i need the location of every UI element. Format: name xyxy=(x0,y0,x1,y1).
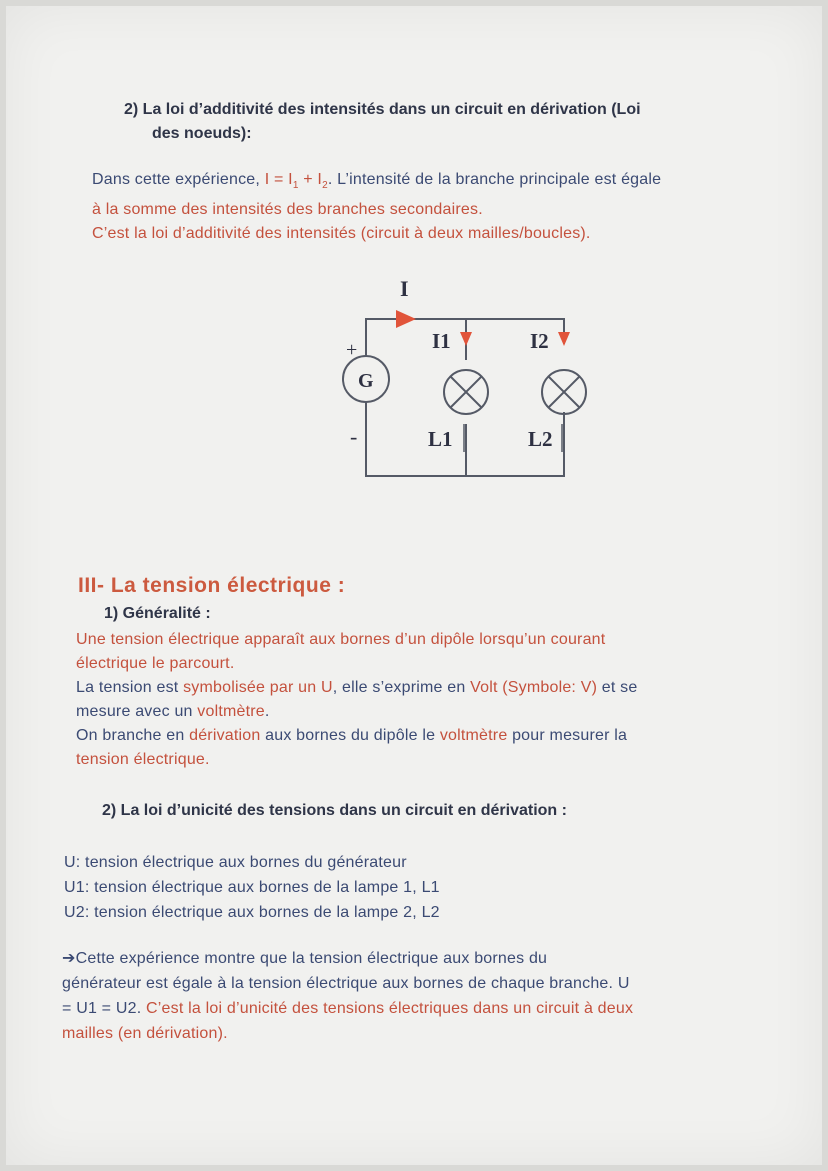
lamp-1-cross xyxy=(450,376,482,408)
paragraph-loi-noeuds xyxy=(92,168,812,246)
p1-line-1 xyxy=(92,168,812,198)
concl-line-3b: C’est la loi d’unicité des tensions électriques dans un circuit à deux xyxy=(146,1000,634,1017)
label-I: I xyxy=(400,276,409,301)
branch-c: aux bornes du dipôle le xyxy=(260,727,440,744)
sym-a: La tension est xyxy=(76,679,184,696)
arrow-I-icon xyxy=(396,310,416,328)
label-L1: L1 xyxy=(428,427,453,451)
section-title-loi-noeuds xyxy=(124,98,641,146)
concl-line-4: mailles (en dérivation). xyxy=(62,1025,228,1042)
section-heading-tension: III- La tension électrique : xyxy=(78,574,346,597)
concl-line-3 xyxy=(62,996,824,1021)
formula-sub-1: 1 xyxy=(292,180,299,192)
sym-line2-b: voltmètre xyxy=(197,703,265,720)
paragraph-generalite xyxy=(76,628,816,772)
sym-line2-c: . xyxy=(264,703,270,720)
sym-b: symbolisée par un U xyxy=(183,679,333,696)
label-plus: + xyxy=(346,339,358,361)
title-line-2: des noeuds): xyxy=(152,125,252,142)
branch-line-1 xyxy=(76,724,816,748)
branch-d: voltmètre xyxy=(439,727,508,744)
formula-sub-2: 2 xyxy=(322,180,328,192)
concl-line-1: ➔Cette expérience montre que la tension électrique aux bornes du xyxy=(62,950,548,967)
subheading-generalite: 1) Généralité : xyxy=(104,605,211,622)
definitions-list xyxy=(64,850,804,925)
branch-b: dérivation xyxy=(189,727,261,744)
branch-line-2: tension électrique. xyxy=(76,751,210,768)
label-I1: I1 xyxy=(432,329,451,353)
p1-prefix: Dans cette expérience, xyxy=(92,171,265,188)
def-line-1: Une tension électrique apparaît aux bornes d’un dipôle lorsqu’un courant xyxy=(76,631,606,648)
circuit-diagram xyxy=(326,274,606,484)
arrow-I1-icon xyxy=(460,332,472,346)
arrow-I2-icon xyxy=(558,332,570,346)
paragraph-conclusion xyxy=(62,946,824,1046)
document-page xyxy=(6,6,822,1165)
def-line-2: électrique le parcourt. xyxy=(76,655,235,672)
def-u: U: tension électrique aux bornes du générateur xyxy=(64,854,407,871)
concl-line-3a: = U1 = U2. xyxy=(62,1000,147,1017)
branch-e: pour mesurer la xyxy=(507,727,628,744)
def-u1: U1: tension électrique aux bornes de la lampe 1, L1 xyxy=(64,879,440,896)
section-title-unicite: 2) La loi d’unicité des tensions dans un circuit en dérivation : xyxy=(102,802,567,819)
formula-plus: + I xyxy=(298,171,323,188)
sym-line-1 xyxy=(76,676,816,700)
sym-line-2 xyxy=(76,700,816,724)
lamp-2-cross xyxy=(548,376,580,408)
formula-I: I = I xyxy=(264,171,293,188)
label-minus: - xyxy=(350,424,358,449)
sym-c: , elle s’exprime en xyxy=(332,679,471,696)
label-I2: I2 xyxy=(530,329,549,353)
p1-rest: . L’intensité de la branche principale est égale xyxy=(327,171,662,188)
title-line-1: 2) La loi d’additivité des intensités dans un circuit en dérivation (Loi xyxy=(124,101,641,118)
p1-line-2: à la somme des intensités des branches secondaires. xyxy=(92,201,483,219)
sym-d: Volt (Symbole: V) xyxy=(470,679,598,696)
label-L2: L2 xyxy=(528,427,553,451)
p2: C’est la loi d’additivité des intensités (circuit à deux mailles/boucles). xyxy=(92,225,591,243)
sym-line2-a: mesure avec un xyxy=(76,703,198,720)
label-G: G xyxy=(358,370,374,392)
branch-a: On branche en xyxy=(76,727,190,744)
concl-line-2: générateur est égale à la tension électrique aux bornes de chaque branche. U xyxy=(62,975,630,992)
def-u2: U2: tension électrique aux bornes de la lampe 2, L2 xyxy=(64,904,440,921)
sym-e: et se xyxy=(597,679,638,696)
